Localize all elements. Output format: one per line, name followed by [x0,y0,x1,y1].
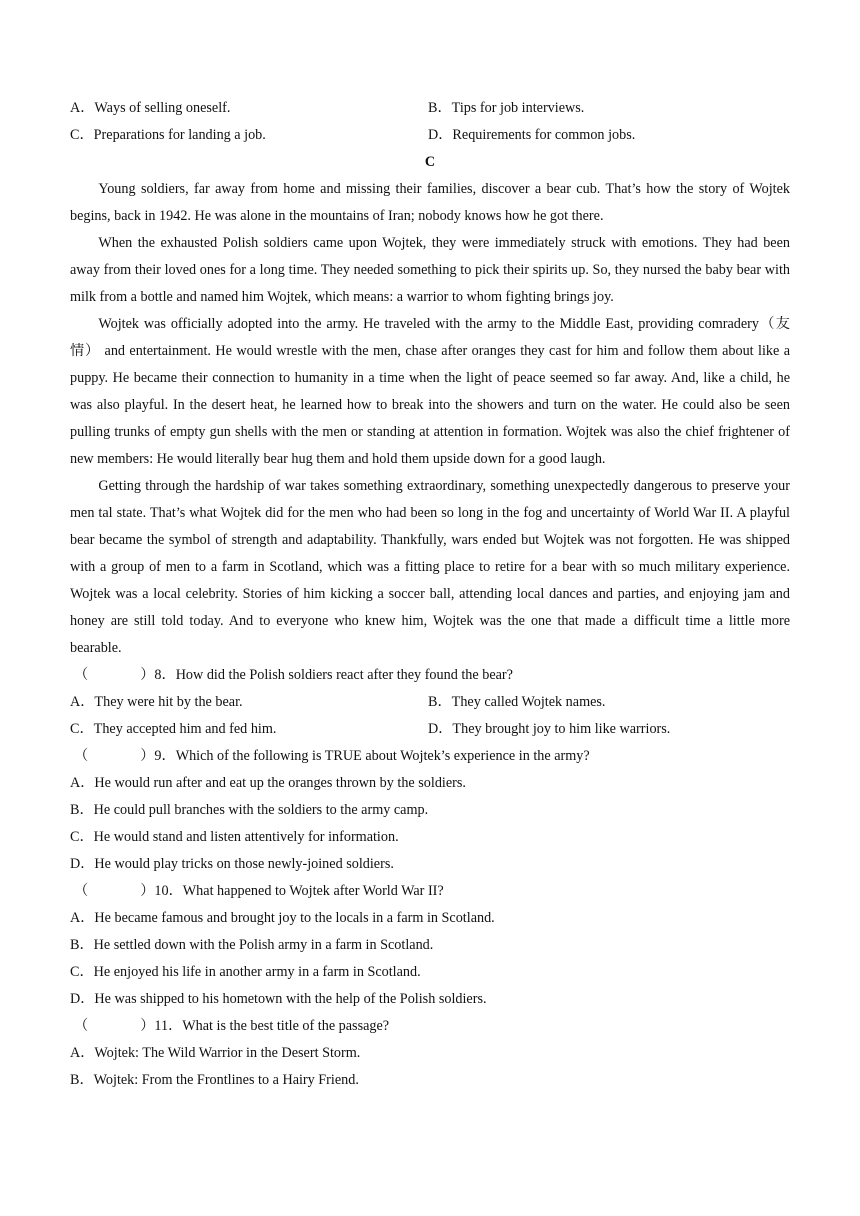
question-11 [70,1013,790,1040]
question-stem: 11．What is the best title of the passage? [154,1018,390,1034]
passage [70,176,790,662]
passage-paragraph-4: Getting through the hardship of war takes something extraordinary, something unexpectedly dangerous to preserve your men tal state. That’s what Wojtek did for the men who had been so long in the fog and uncertainty of World War II. A playful bear became the symbol of strength and adaptability. Thankfully, wars ended but Wojtek was not forgotten. He was shipped with a group of men to a farm in Scotland, which was a fitting place to retire for a bear with so much military experience. Wojtek was a local celebrity. Stories of him kicking a soccer ball, attending local dances and parties, and enjoying jam and honey are still told today. And to everyone who knew him, Wojtek was the one that made a difficult time a little more bearable. [70,478,790,656]
option-a[interactable]: A．They were hit by the bear. [70,694,243,710]
option-c[interactable]: C．He would stand and listen attentively for information. [70,829,399,845]
option-d[interactable]: D．Requirements for common jobs. [428,127,636,143]
option-b[interactable]: B．He could pull branches with the soldiers to the army camp. [70,802,429,818]
passage-paragraph-3: Wojtek was officially adopted into the army. He traveled with the army to the Middle East, providing comradery（友情） and entertainment. He would wrestle with the men, chase after oranges they cast for him and follow them about like a puppy. He became their connection to humanity in a time when the light of peace seemed so far away. And, like a child, he was also playful. In the desert heat, he learned how to break into the showers and turn on the water. He could also be seen pulling trunks of empty gun shells with the men or standing at attention in formation. Wojtek was also the chief frightener of new members: He would literally bear hug them and hold them upside down for a good laugh. [70,316,790,467]
question-stem: 8．How did the Polish soldiers react after they found the bear? [154,667,513,683]
option-b[interactable]: B．They called Wojtek names. [428,694,606,710]
answer-bracket-close: ） [140,883,155,899]
option-a[interactable]: A．He became famous and brought joy to the locals in a farm in Scotland. [70,910,495,926]
option-d[interactable]: D．He was shipped to his hometown with the help of the Polish soldiers. [70,991,487,1007]
passage-paragraph-2: When the exhausted Polish soldiers came upon Wojtek, they were immediately struck with emotions. They had been away from their loved ones for a long time. They needed something to pick their spirits up. So, they nursed the baby bear with milk from a bottle and named him Wojtek, which means: a warrior to whom fighting brings joy. [70,235,790,305]
option-b[interactable]: B．He settled down with the Polish army in a farm in Scotland. [70,937,434,953]
option-a[interactable]: A．Wojtek: The Wild Warrior in the Desert Storm. [70,1045,361,1061]
option-a[interactable]: A．He would run after and eat up the oranges thrown by the soldiers. [70,775,466,791]
option-b[interactable]: B．Tips for job interviews. [428,100,585,116]
question-9 [70,743,790,770]
answer-bracket-open: （ [74,667,89,683]
worksheet-page [70,95,790,1094]
option-d[interactable]: D．He would play tricks on those newly-joined soldiers. [70,856,394,872]
question-10 [70,878,790,905]
answer-bracket-open: （ [74,748,89,764]
answer-bracket-close: ） [140,667,155,683]
passage-paragraph-1: Young soldiers, far away from home and missing their families, discover a bear cub. That’s how the story of Wojtek begins, back in 1942. He was alone in the mountains of Iran; nobody knows how he got there. [70,181,790,224]
question-8-options-row-1 [70,689,790,716]
answer-bracket-close: ） [140,748,155,764]
option-c[interactable]: C．He enjoyed his life in another army in a farm in Scotland. [70,964,421,980]
answer-bracket-open: （ [74,1018,89,1034]
answer-bracket-close: ） [140,1018,155,1034]
option-c[interactable]: C．Preparations for landing a job. [70,127,266,143]
option-c[interactable]: C．They accepted him and fed him. [70,721,277,737]
question-stem: 10．What happened to Wojtek after World War II? [154,883,444,899]
question-8 [70,662,790,689]
option-b[interactable]: B．Wojtek: From the Frontlines to a Hairy Friend. [70,1072,359,1088]
option-a[interactable]: A．Ways of selling oneself. [70,100,231,116]
prev-options-row-2 [70,122,790,149]
question-stem: 9．Which of the following is TRUE about Wojtek’s experience in the army? [154,748,590,764]
section-heading: C [424,154,436,170]
question-8-options-row-2 [70,716,790,743]
prev-options-row-1 [70,95,790,122]
answer-bracket-open: （ [74,883,89,899]
option-d[interactable]: D．They brought joy to him like warriors. [428,721,671,737]
